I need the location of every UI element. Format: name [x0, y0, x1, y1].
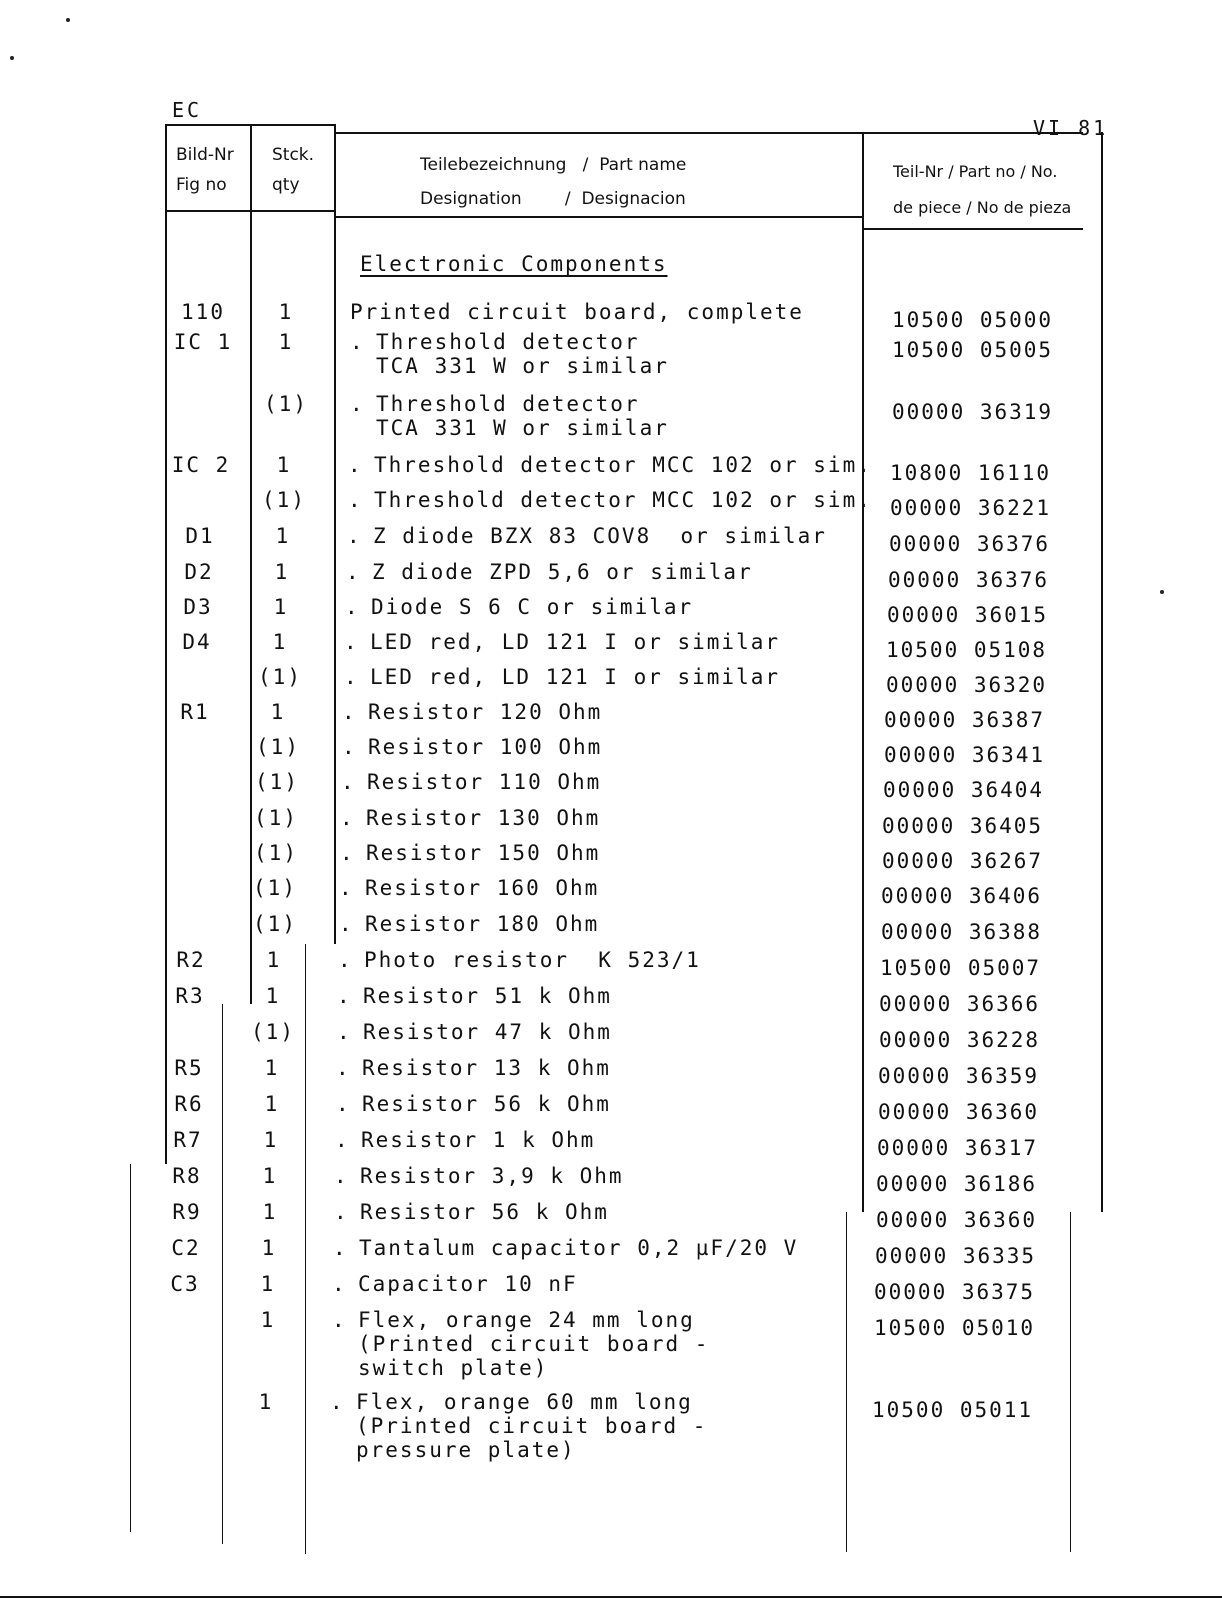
header-qty-label-de: Stck.	[272, 145, 315, 165]
header-bottom-border-no	[863, 228, 1083, 230]
cell-qty: (1)	[255, 770, 299, 794]
cell-part-name	[334, 1200, 609, 1224]
cell-fig-no: R3	[175, 984, 205, 1008]
cell-fig-no: 110	[181, 300, 225, 324]
cell-part-name	[342, 735, 602, 759]
indent-dot: .	[335, 1128, 350, 1152]
column-divider-fig-qty-lower	[222, 1004, 223, 1544]
part-name-text: Resistor 160 Ohm	[365, 876, 600, 900]
cell-part-number: 00000 36317	[877, 1136, 1039, 1160]
column-divider-name-no-lower	[846, 1212, 847, 1552]
indent-dot: .	[339, 912, 354, 936]
cell-part-name	[336, 1056, 611, 1080]
cell-part-number: 10500 05007	[880, 956, 1042, 980]
part-name-text: Resistor 51 k Ohm	[363, 984, 612, 1008]
cell-part-name	[350, 330, 669, 378]
indent-dot: .	[338, 948, 353, 972]
cell-qty: 1	[275, 524, 291, 548]
cell-qty: (1)	[254, 806, 298, 830]
indent-dot: .	[330, 1390, 345, 1414]
cell-part-name	[342, 700, 602, 724]
part-name-text: Threshold detector MCC 102 or sim.	[374, 488, 872, 512]
cell-fig-no: R9	[172, 1200, 202, 1224]
part-name-text: Resistor 47 k Ohm	[363, 1020, 612, 1044]
cell-part-name	[346, 560, 753, 584]
part-name-text: Resistor 13 k Ohm	[362, 1056, 611, 1080]
page-bottom-line	[0, 1596, 1222, 1598]
indent-dot: .	[342, 735, 357, 759]
cell-fig-no: R5	[174, 1056, 204, 1080]
cell-qty: 1	[264, 1092, 280, 1116]
table-right-border-lower	[1070, 1212, 1071, 1552]
cell-part-name	[335, 1128, 595, 1152]
part-name-text: Resistor 56 k Ohm	[362, 1092, 611, 1116]
cell-part-number: 00000 36388	[881, 920, 1043, 944]
indent-dot: .	[336, 1092, 351, 1116]
cell-part-number: 00000 36221	[890, 496, 1052, 520]
cell-qty: 1	[266, 948, 282, 972]
cell-part-number: 00000 36406	[881, 884, 1043, 908]
cell-part-number: 10500 05011	[872, 1398, 1034, 1422]
cell-qty: 1	[263, 1128, 279, 1152]
cell-qty: 1	[274, 560, 290, 584]
indent-dot: .	[340, 841, 355, 865]
part-name-text: Resistor 180 Ohm	[365, 912, 600, 936]
indent-dot: .	[347, 524, 362, 548]
part-name-text: Diode S 6 C or similar	[371, 595, 694, 619]
part-name-text: Resistor 110 Ohm	[367, 770, 602, 794]
part-name-text: Resistor 100 Ohm	[368, 735, 603, 759]
part-name-text: Resistor 130 Ohm	[366, 806, 601, 830]
cell-fig-no: IC 2	[171, 453, 231, 477]
indent-dot: .	[332, 1272, 347, 1296]
indent-dot: .	[339, 876, 354, 900]
cell-fig-no: D3	[183, 595, 213, 619]
cell-qty: 1	[272, 630, 288, 654]
part-name-continuation: switch plate)	[358, 1356, 549, 1380]
document-code: EC	[172, 98, 203, 122]
cell-fig-no: R7	[173, 1128, 203, 1152]
cell-part-name	[341, 770, 601, 794]
cell-fig-no: IC 1	[173, 330, 233, 354]
cell-fig-no: R8	[172, 1164, 202, 1188]
cell-part-name	[332, 1308, 709, 1380]
cell-part-name	[348, 453, 872, 477]
indent-dot: .	[337, 984, 352, 1008]
cell-part-number: 00000 36335	[875, 1244, 1037, 1268]
cell-qty: 1	[262, 1200, 278, 1224]
cell-part-number: 00000 36319	[892, 400, 1054, 424]
part-name-text: Capacitor 10 nF	[358, 1272, 578, 1296]
part-name-text: Photo resistor K 523/1	[364, 948, 701, 972]
cell-part-number: 00000 36015	[887, 603, 1049, 627]
indent-dot: .	[344, 665, 359, 689]
cell-qty: 1	[258, 1390, 274, 1414]
indent-dot: .	[332, 1308, 347, 1332]
page-reference: VI 81	[1033, 116, 1109, 140]
header-fig-label-de: Bild-Nr	[176, 145, 234, 165]
cell-qty: (1)	[262, 488, 306, 512]
header-bottom-border-right	[335, 216, 863, 218]
cell-part-name	[332, 1272, 578, 1296]
cell-qty: 1	[261, 1236, 277, 1260]
cell-fig-no: C2	[171, 1236, 201, 1260]
part-name-continuation: (Printed circuit board -	[356, 1414, 708, 1438]
cell-part-name	[344, 630, 780, 654]
part-name-text: Resistor 56 k Ohm	[360, 1200, 609, 1224]
part-name-text: Tantalum capacitor 0,2 µF/20 V	[359, 1236, 799, 1260]
cell-qty: 1	[278, 330, 294, 354]
header-name-line-2: Designation / Designacion	[420, 189, 686, 209]
cell-part-number: 00000 36359	[878, 1064, 1040, 1088]
indent-dot: .	[345, 595, 360, 619]
header-no-line-1: Teil-Nr / Part no / No.	[893, 162, 1058, 181]
indent-dot: .	[350, 330, 365, 354]
cell-part-name	[337, 984, 612, 1008]
part-name-text: Z diode BZX 83 COV8 or similar	[373, 524, 827, 548]
part-name-continuation: pressure plate)	[356, 1438, 576, 1462]
part-name-continuation: TCA 331 W or similar	[376, 354, 669, 378]
cell-part-number: 10500 05010	[874, 1316, 1036, 1340]
cell-qty: (1)	[251, 1020, 295, 1044]
cell-part-name	[338, 948, 701, 972]
cell-part-name	[340, 841, 600, 865]
cell-qty: 1	[262, 1164, 278, 1188]
cell-fig-no: D1	[185, 524, 215, 548]
header-part-name	[420, 148, 686, 216]
table-top-border-right	[335, 132, 1083, 134]
cell-part-number: 00000 36360	[876, 1208, 1038, 1232]
part-name-text: Threshold detector	[376, 392, 640, 416]
cell-part-name	[347, 524, 827, 548]
part-name-text: LED red, LD 121 I or similar	[370, 665, 781, 689]
column-divider-name-no	[862, 132, 864, 1212]
cell-qty: 1	[276, 453, 292, 477]
cell-fig-no: C3	[170, 1272, 200, 1296]
column-divider-qty-name	[334, 124, 336, 944]
scan-speck	[1160, 590, 1164, 594]
cell-qty: 1	[260, 1308, 276, 1332]
part-name-text: Flex, orange 24 mm long	[358, 1308, 695, 1332]
cell-part-number: 00000 36376	[888, 568, 1050, 592]
header-no-line-2: de piece / No de pieza	[893, 198, 1072, 217]
part-name-text: Z diode ZPD 5,6 or similar	[372, 560, 753, 584]
part-name-continuation: TCA 331 W or similar	[376, 416, 669, 440]
cell-part-number: 00000 36404	[883, 778, 1045, 802]
cell-part-number: 00000 36405	[882, 814, 1044, 838]
cell-qty: (1)	[253, 876, 297, 900]
cell-qty: 1	[278, 300, 294, 324]
cell-part-name	[333, 1236, 798, 1260]
header-fig-no	[176, 140, 234, 200]
cell-part-name	[340, 806, 600, 830]
cell-part-number: 00000 36366	[879, 992, 1041, 1016]
cell-qty: 1	[273, 595, 289, 619]
table-right-border	[1101, 132, 1103, 1212]
cell-part-number: 00000 36375	[874, 1280, 1036, 1304]
indent-dot: .	[346, 560, 361, 584]
cell-fig-no: D2	[184, 560, 214, 584]
cell-part-name	[345, 595, 693, 619]
part-name-text: Resistor 3,9 k Ohm	[360, 1164, 624, 1188]
part-name-continuation: (Printed circuit board -	[358, 1332, 710, 1356]
header-part-number	[893, 154, 1071, 226]
part-name-text: Threshold detector MCC 102 or sim.	[374, 453, 872, 477]
part-name-text: Resistor 120 Ohm	[368, 700, 603, 724]
cell-part-number: 10800 16110	[890, 461, 1052, 485]
header-fig-label-en: Fig no	[176, 175, 227, 195]
cell-part-name	[350, 300, 804, 324]
cell-fig-no: R6	[174, 1092, 204, 1116]
cell-qty: (1)	[258, 665, 302, 689]
part-name-text: Threshold detector	[376, 330, 640, 354]
scan-speck	[66, 18, 70, 22]
scan-speck	[10, 56, 14, 60]
indent-dot: .	[341, 770, 356, 794]
cell-part-name	[334, 1164, 624, 1188]
cell-part-number: 00000 36267	[882, 849, 1044, 873]
cell-part-number: 00000 36387	[884, 708, 1046, 732]
cell-part-number: 00000 36186	[876, 1172, 1038, 1196]
cell-qty: (1)	[254, 841, 298, 865]
cell-qty: (1)	[253, 912, 297, 936]
indent-dot: .	[340, 806, 355, 830]
part-name-text: Printed circuit board, complete	[350, 300, 804, 324]
indent-dot: .	[334, 1200, 349, 1224]
cell-qty: (1)	[256, 735, 300, 759]
cell-part-name	[337, 1020, 612, 1044]
header-qty	[272, 140, 314, 200]
indent-dot: .	[333, 1236, 348, 1260]
cell-part-number: 00000 36360	[878, 1100, 1040, 1124]
cell-part-number: 10500 05108	[886, 638, 1048, 662]
cell-qty: 1	[260, 1272, 276, 1296]
cell-fig-no: R1	[180, 700, 210, 724]
part-name-text: Resistor 150 Ohm	[366, 841, 601, 865]
cell-qty: 1	[265, 984, 281, 1008]
cell-part-name	[344, 665, 780, 689]
part-name-text: Resistor 1 k Ohm	[361, 1128, 596, 1152]
part-name-text: LED red, LD 121 I or similar	[370, 630, 781, 654]
indent-dot: .	[344, 630, 359, 654]
indent-dot: .	[337, 1020, 352, 1044]
cell-qty: 1	[270, 700, 286, 724]
cell-part-name	[336, 1092, 611, 1116]
indent-dot: .	[350, 392, 365, 416]
cell-part-number: 00000 36320	[886, 673, 1048, 697]
cell-part-number: 00000 36228	[879, 1028, 1041, 1052]
cell-part-name	[339, 876, 599, 900]
cell-part-number: 10500 05000	[892, 308, 1054, 332]
cell-part-number: 00000 36376	[889, 532, 1051, 556]
cell-fig-no: R2	[176, 948, 206, 972]
section-title: Electronic Components	[360, 252, 668, 276]
column-divider-left-edge-lower	[130, 1164, 131, 1532]
cell-part-name	[339, 912, 599, 936]
indent-dot: .	[336, 1056, 351, 1080]
indent-dot: .	[348, 453, 363, 477]
indent-dot: .	[334, 1164, 349, 1188]
indent-dot: .	[348, 488, 363, 512]
cell-part-name	[350, 392, 669, 440]
cell-part-name	[348, 488, 872, 512]
indent-dot: .	[342, 700, 357, 724]
header-name-line-1: Teilebezeichnung / Part name	[420, 155, 687, 175]
cell-fig-no: D4	[182, 630, 212, 654]
cell-part-number: 10500 05005	[892, 338, 1054, 362]
cell-qty: 1	[264, 1056, 280, 1080]
cell-part-number: 00000 36341	[884, 743, 1046, 767]
part-name-text: Flex, orange 60 mm long	[356, 1390, 693, 1414]
cell-part-name	[330, 1390, 707, 1462]
cell-qty: (1)	[264, 392, 308, 416]
header-qty-label-en: qty	[272, 175, 300, 195]
